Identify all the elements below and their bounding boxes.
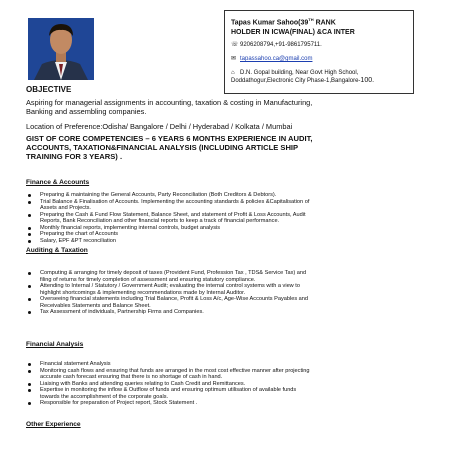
list-item: Overseeing financial statements including Trial Balance, Profit & Loss A/c, Age-Wise Accounts Payables and [26,296,440,303]
list-item: Financial statement Analysis [26,361,440,368]
address-row [231,69,407,77]
analysis-list [26,361,440,407]
contact-box [224,10,414,94]
taxation-list [26,270,440,316]
list-item: Receivables Statements and Balance Sheet. [40,302,151,309]
list-item: accurate cash forecast ensuring that there is no shortage of cash in hand. [40,374,223,380]
address-line2: Doddathogur,Electronic City Phase-1,Bangalore- [231,78,361,85]
address-line2-row [231,77,407,85]
profile-photo [28,18,94,80]
list-item: Trial Balance & Finalisation of Accounts. Implementing the accounting standards & policies &Capitalisation of [26,199,436,206]
objective-line1: Aspiring for managerial assignments in accounting, taxation & costing in Manufacturing, [26,98,313,107]
address-pin: 100. [360,77,375,85]
house-icon: ⌂ [231,70,235,77]
list-item: Monthly financial reports, implementing internal controls, budget analysis [26,225,436,232]
list-item: highlight shortcomings & implementing recommendations made by Internal Auditor. [40,289,246,296]
taxation-section-title: Auditing & Taxation [26,247,88,254]
list-item: Computing & arranging for timely deposit of taxes (Provident Fund, Profession Tax , TDS& Service Tax) and [26,270,440,277]
finance-section-title: Finance & Accounts [26,179,90,186]
list-item: filing of returns for timely completion of assessment and ensuring statutory compliance. [40,276,256,283]
objective-line2: Banking and assembling companies. [26,107,147,116]
phone-number: 9206208794,+91-9861795711. [240,42,322,49]
list-item: Assets and Projects. [40,205,91,211]
phone-row [231,41,407,49]
finance-list [26,192,436,244]
objective-heading: OBJECTIVE [26,85,72,94]
list-item: Preparing the chart of Accounts [26,231,436,238]
list-item: Preparing the Cash & Fund Flow Statement, Balance Sheet, and statement of Profit & Loss Accounts, Audit [26,212,436,219]
list-item: Responsible for preparation of Project report, Stock Statement . [26,400,440,407]
list-item: Monitoring cash flows and ensuring that funds are arranged in the most cost effective manner after projecting [26,368,440,375]
competencies-line1: GIST OF CORE COMPETENCIES – 6 YEARS 6 MONTHS EXPERIENCE IN AUDIT, [26,134,313,143]
name-title: Tapas Kumar Sahoo(39TH RANK [231,17,336,27]
qualification-title: HOLDER IN ICWA(FINAL) &CA INTER [231,29,355,37]
list-item: Preparing & maintaining the General Accounts, Party Reconciliation (Both Creditors & Debtors). [26,192,436,199]
list-item: Reports, Bank Reconciliation and other financial reports to keep a track of financial performance. [40,218,280,224]
phone-icon: ☏ [231,42,239,49]
envelope-icon: ✉ [231,56,237,63]
list-item: Tax Assessment of individuals, Partnership Firms and Companies. [26,309,440,316]
competencies-line2: ACCOUNTS, TAXATION&FINANCIAL ANALYSIS (INCLUDING ARTICLE SHIP [26,143,299,152]
list-item: Salary, EPF &PT reconciliation [26,238,436,245]
competencies-line3: TRAINING FOR 3 YEARS) . [26,152,123,161]
email-link[interactable]: tapassahoo.ca@gmail.com [240,56,313,63]
list-item: Expertise in monitoring the inflow & Outflow of funds and ensuring optimum utilisation of available funds [26,387,440,394]
address-line1: D.N. Gopal building, Near Govt High School, [240,70,359,77]
other-experience-title: Other Experience [26,421,81,428]
analysis-section-title: Financial Analysis [26,341,84,348]
email-row [231,55,407,63]
list-item: Attending to Internal / Statutory / Government Audit; evaluating the internal control systems with a view to [26,283,440,290]
list-item: towards the accomplishment of the corporate goals. [40,393,169,400]
list-item: Liaising with Banks and attending queries relating to Cash Credit and Remittances. [26,381,440,388]
location-preference: Location of Preference:Odisha/ Bangalore / Delhi / Hyderabad / Kolkata / Mumbai [26,122,293,131]
